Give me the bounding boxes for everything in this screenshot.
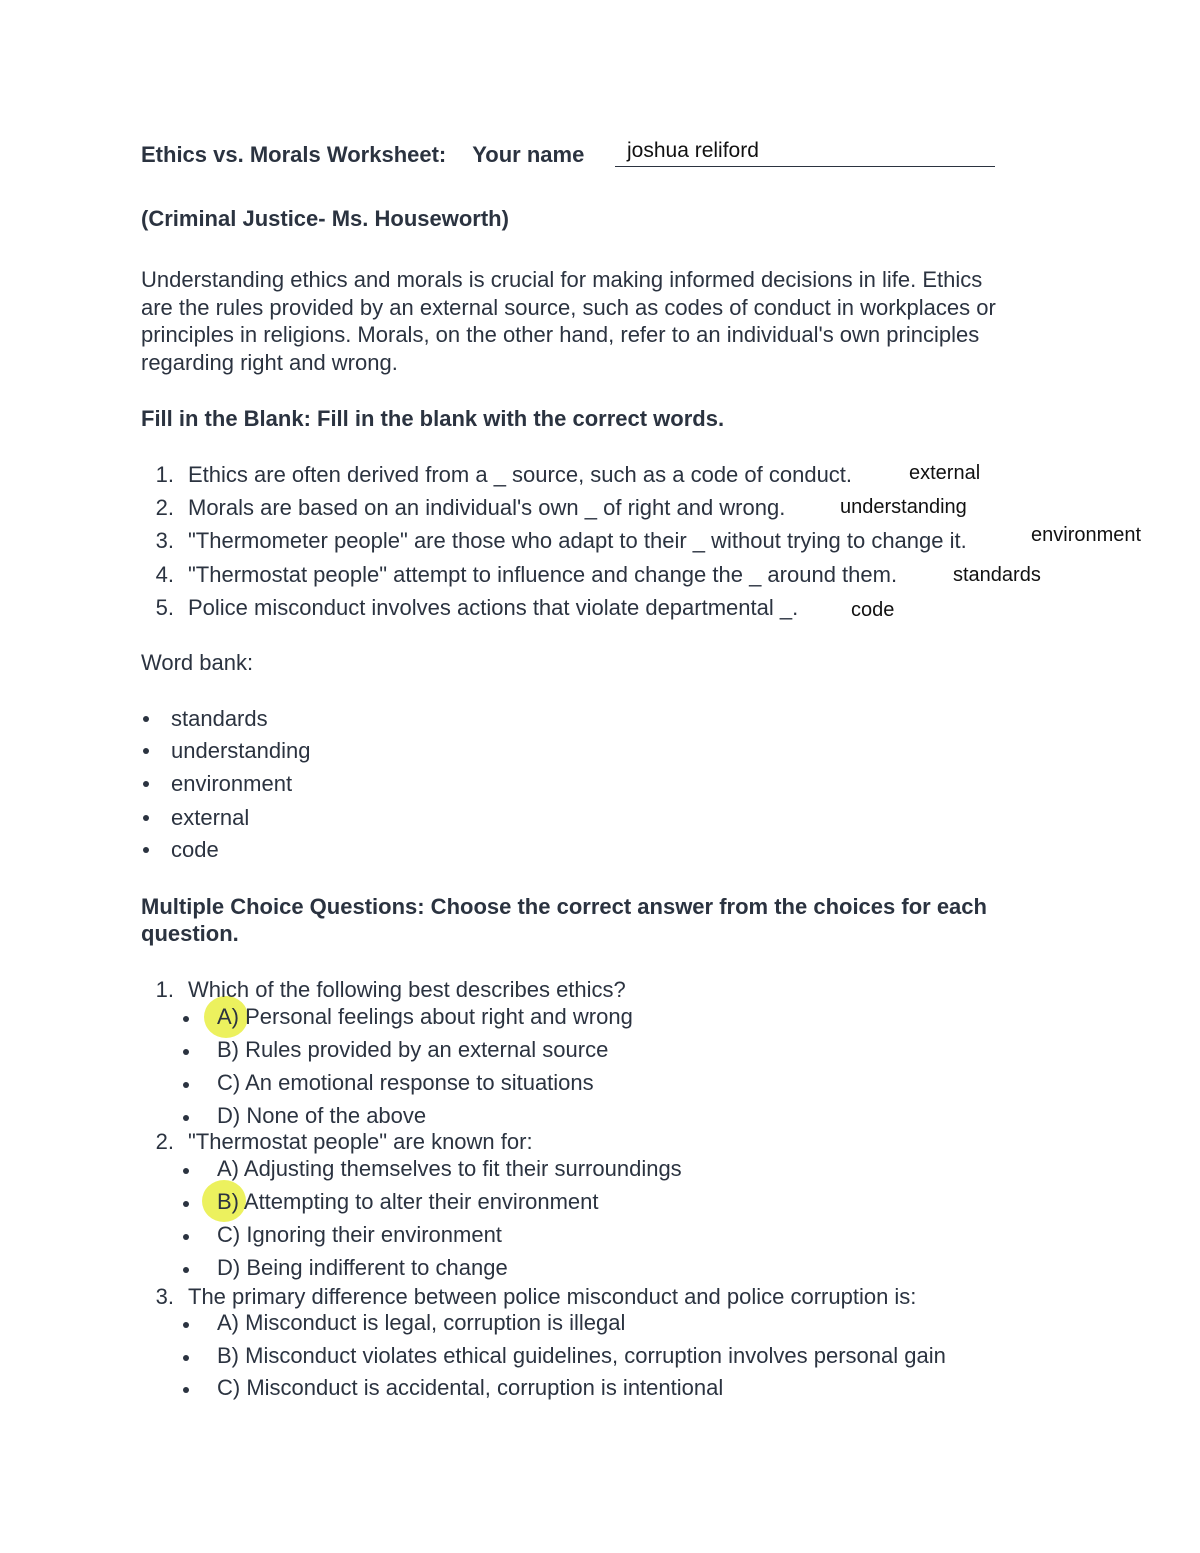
- answer-option[interactable]: A) Misconduct is legal, corruption is illegal: [217, 1310, 626, 1335]
- intro-line: Understanding ethics and morals is crucial for making informed decisions in life. Ethics: [141, 267, 983, 292]
- item-text: Ethics are often derived from a _ source, such as a code of conduct.: [188, 462, 853, 487]
- word-bank-label: Word bank:: [141, 650, 254, 675]
- answer-option[interactable]: C) Misconduct is accidental, corruption is intentional: [217, 1375, 724, 1400]
- worksheet-title: Ethics vs. Morals Worksheet:: [141, 142, 447, 167]
- answer-field[interactable]: external: [909, 462, 981, 484]
- name-field[interactable]: joshua reliford: [627, 139, 759, 162]
- item-number: 1.: [155, 462, 174, 487]
- intro-line: regarding right and wrong.: [141, 349, 398, 375]
- item-number: 3.: [155, 528, 174, 553]
- bullet-icon: [143, 815, 149, 821]
- bullet-icon: [183, 1082, 189, 1088]
- question-number: 3.: [155, 1284, 174, 1309]
- bullet-icon: [183, 1115, 189, 1121]
- question-number: 1.: [155, 977, 174, 1002]
- bullet-icon: [183, 1387, 189, 1393]
- item-number: 4.: [155, 562, 174, 587]
- word-bank-item: understanding: [171, 738, 311, 763]
- item-text: Police misconduct involves actions that violate departmental _.: [188, 595, 799, 620]
- item-text: "Thermostat people" attempt to influence and change the _ around them.: [188, 562, 898, 587]
- answer-option[interactable]: D) Being indifferent to change: [217, 1255, 508, 1280]
- worksheet-header: [141, 142, 584, 168]
- bullet-icon: [183, 1049, 189, 1055]
- item-text: Morals are based on an individual's own _ of right and wrong.: [188, 495, 786, 520]
- bullet-icon: [183, 1201, 189, 1207]
- question-text: Which of the following best describes ethics?: [188, 977, 626, 1002]
- answer-option[interactable]: B) Misconduct violates ethical guidelines, corruption involves personal gain: [217, 1343, 946, 1368]
- fill-in-heading: Fill in the Blank: Fill in the blank with the correct words.: [141, 406, 725, 431]
- mc-heading-continued: question.: [141, 921, 239, 946]
- name-underline: [615, 166, 995, 167]
- bullet-icon: [143, 847, 149, 853]
- bullet-icon: [183, 1267, 189, 1273]
- name-label: Your name: [472, 142, 585, 167]
- bullet-icon: [143, 716, 149, 722]
- intro-paragraph: [141, 266, 1071, 376]
- question-text: The primary difference between police misconduct and police corruption is:: [188, 1284, 917, 1309]
- bullet-icon: [143, 748, 149, 754]
- intro-line: principles in religions. Morals, on the other hand, refer to an individual's own principles: [141, 322, 980, 347]
- answer-option[interactable]: B) Attempting to alter their environment: [217, 1189, 599, 1214]
- answer-field[interactable]: understanding: [840, 496, 967, 518]
- answer-field[interactable]: standards: [953, 564, 1041, 586]
- bullet-icon: [183, 1355, 189, 1361]
- intro-line: are the rules provided by an external source, such as codes of conduct in workplaces or: [141, 294, 996, 320]
- answer-option[interactable]: A) Adjusting themselves to fit their surroundings: [217, 1156, 682, 1181]
- course-subtitle: (Criminal Justice- Ms. Houseworth): [141, 206, 509, 231]
- question-number: 2.: [155, 1129, 174, 1154]
- word-bank-item: external: [171, 805, 250, 830]
- bullet-icon: [183, 1234, 189, 1240]
- mc-heading: Multiple Choice Questions: Choose the correct answer from the choices for each: [141, 894, 987, 919]
- word-bank-item: environment: [171, 771, 293, 796]
- answer-option[interactable]: C) An emotional response to situations: [217, 1070, 594, 1095]
- item-text: "Thermometer people" are those who adapt to their _ without trying to change it.: [188, 528, 967, 553]
- bullet-icon: [183, 1016, 189, 1022]
- answer-option[interactable]: C) Ignoring their environment: [217, 1222, 502, 1247]
- answer-field[interactable]: code: [851, 599, 895, 621]
- word-bank-item: code: [171, 837, 219, 862]
- word-bank-item: standards: [171, 706, 268, 731]
- answer-field[interactable]: environment: [1031, 524, 1142, 546]
- item-number: 5.: [155, 595, 174, 620]
- bullet-icon: [183, 1168, 189, 1174]
- question-text: "Thermostat people" are known for:: [188, 1129, 533, 1154]
- bullet-icon: [183, 1322, 189, 1328]
- answer-option[interactable]: D) None of the above: [217, 1103, 427, 1128]
- answer-option[interactable]: B) Rules provided by an external source: [217, 1037, 609, 1062]
- item-number: 2.: [155, 495, 174, 520]
- answer-option[interactable]: A) Personal feelings about right and wrong: [217, 1004, 633, 1029]
- bullet-icon: [143, 781, 149, 787]
